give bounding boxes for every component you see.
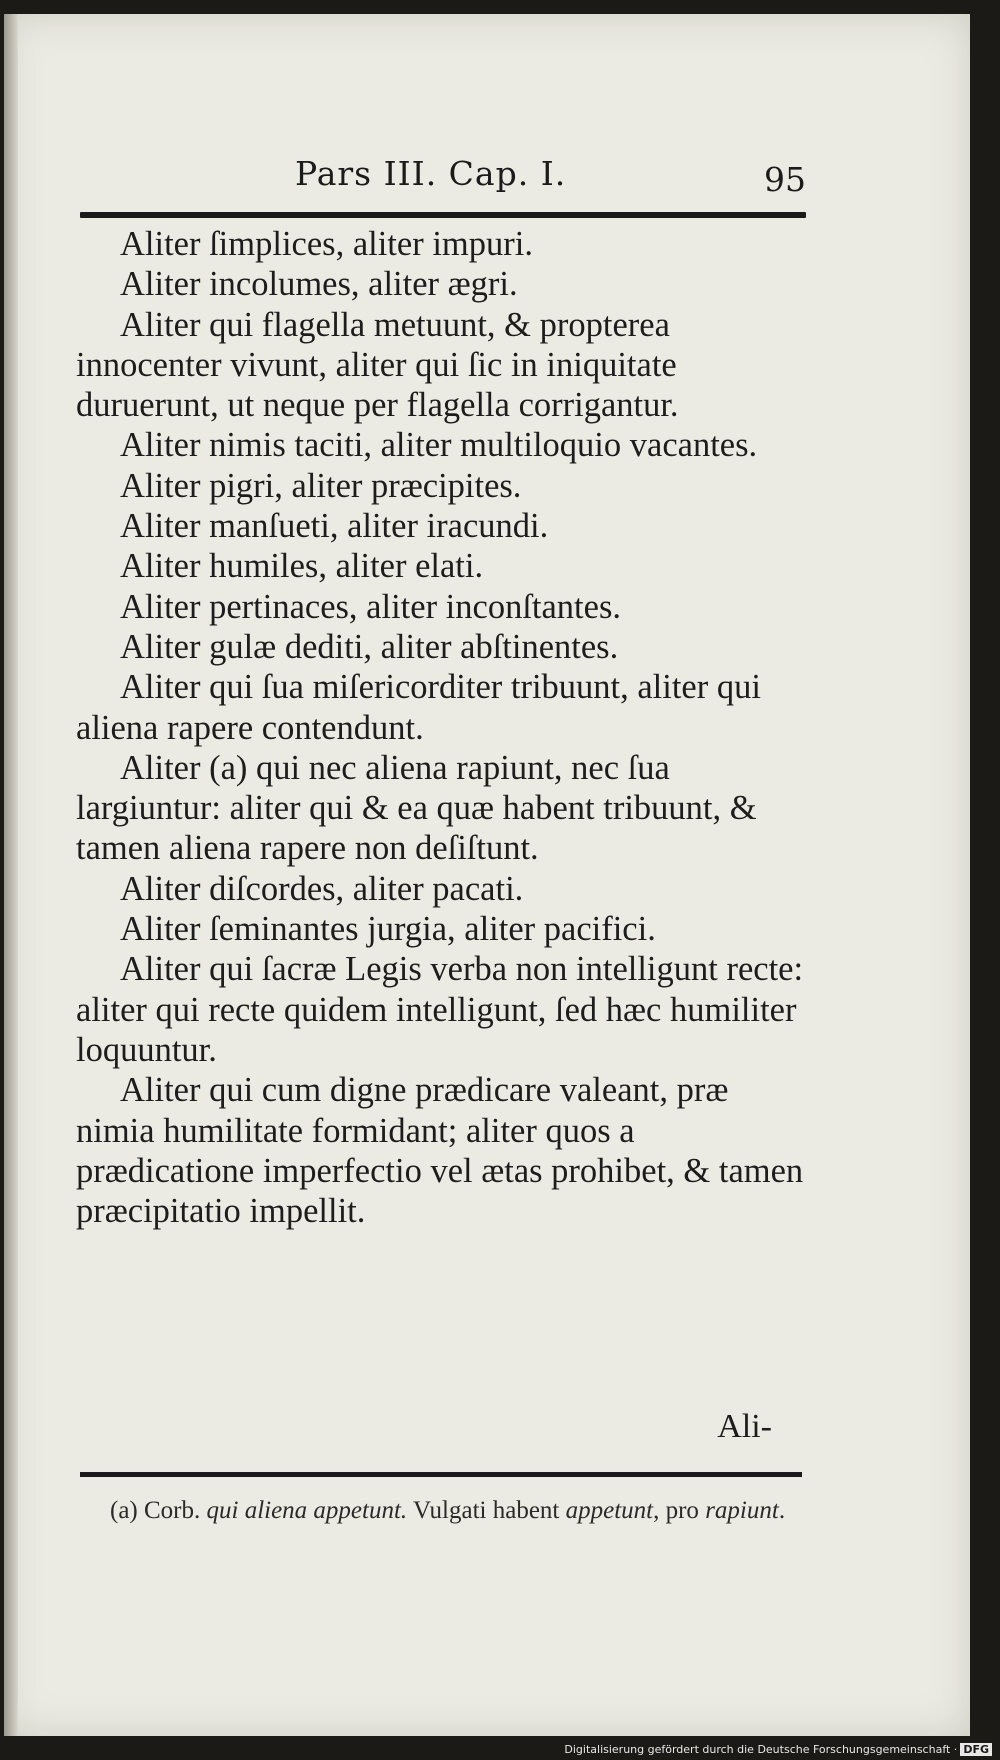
dfg-logo: DFG: [960, 1743, 992, 1756]
paragraph: Aliter qui flagella metuunt, & propterea innocenter vivunt, aliter qui ſic in iniquitate duruerunt, ut neque per flagella corrigantur.: [76, 305, 679, 425]
paragraph: Aliter gulæ dediti, aliter abſtinentes.: [120, 627, 619, 666]
digitization-credit: [564, 1743, 992, 1756]
footnote-italic-variant: appetunt: [565, 1497, 654, 1524]
running-head: Pars III. Cap. I.: [295, 154, 567, 193]
footnote-end: .: [778, 1497, 786, 1524]
paragraph: Aliter humiles, aliter elati.: [120, 547, 484, 586]
paragraph: Aliter pertinaces, aliter inconſtantes.: [120, 587, 622, 626]
footnote: [78, 1494, 808, 1528]
credit-text: Digitalisierung gefördert durch die Deutsche Forschungsgemeinschaft ·: [564, 1743, 958, 1756]
header-rule: [80, 212, 806, 218]
paragraph: Aliter ſimplices, aliter impuri.: [120, 225, 533, 263]
catchword: Ali-: [717, 1408, 772, 1445]
footnote-middle: Vulgati habent: [412, 1497, 560, 1524]
footnote-italic-original: rapiunt: [705, 1497, 779, 1524]
page-gutter-shadow: [4, 14, 18, 1736]
page-number: 95: [764, 160, 806, 199]
paragraph: Aliter nimis taciti, aliter multiloquio vacantes.: [120, 426, 758, 465]
paragraph: Aliter qui cum digne prædicare valeant, præ nimia humilitate formidant; aliter quos a prædicatione imperfectio vel ætas prohibet, & tamen præcipitatio impellit.: [76, 1071, 804, 1231]
footnote-mark: (a) Corb.: [110, 1497, 201, 1524]
body-text: [76, 224, 810, 1231]
footnote-italic-reading: qui aliena appetunt.: [206, 1497, 408, 1524]
footnote-text: [78, 1494, 808, 1528]
paragraph: Aliter ſeminantes jurgia, aliter pacifici.: [120, 910, 656, 949]
paragraph: Aliter diſcordes, aliter pacati.: [120, 869, 524, 908]
paragraph: Aliter qui ſua miſericorditer tribuunt, aliter qui aliena rapere contendunt.: [76, 668, 761, 747]
page-header: [80, 154, 806, 202]
paragraph: Aliter incolumes, aliter ægri.: [120, 265, 518, 304]
paragraph: Aliter manſueti, aliter iracundi.: [120, 507, 549, 546]
footnote-connector: , pro: [653, 1497, 699, 1524]
paragraph: Aliter (a) qui nec aliena rapiunt, nec ſua largiuntur: aliter qui & ea quæ habent tribuunt, & tamen aliena rapere non deſiſtunt.: [76, 748, 757, 868]
paragraph: Aliter pigri, aliter præcipites.: [120, 466, 522, 505]
book-page: [4, 14, 970, 1736]
paragraph: Aliter qui ſacræ Legis verba non intelligunt recte: aliter qui recte quidem intelligunt, ſed hæc humiliter loquuntur.: [76, 950, 804, 1069]
footnote-rule: [80, 1472, 802, 1477]
